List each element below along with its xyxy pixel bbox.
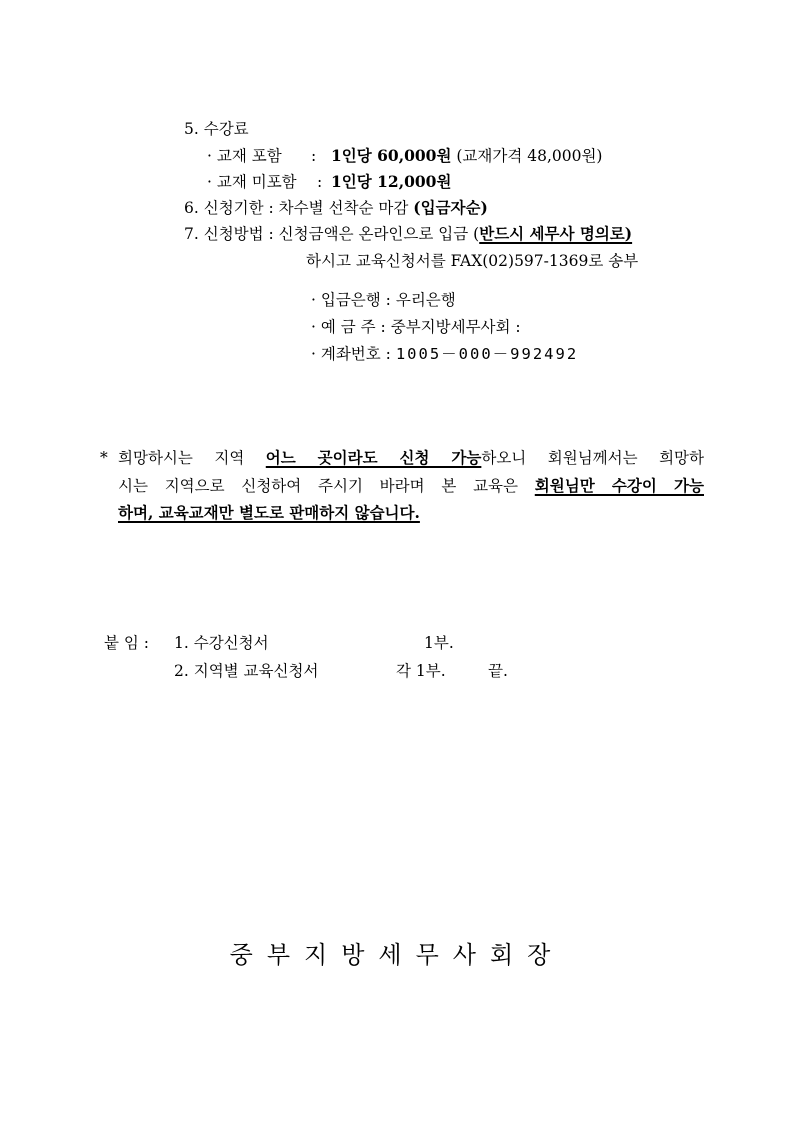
notice-line-1-emphasis: 어느 곳이라도 신청 가능 — [265, 448, 482, 467]
notice-line-1-a: 희망하시는 지역 — [118, 449, 245, 467]
method-line-2: 하시고 교육신청서를 FAX(02)597-1369로 송부 — [306, 252, 639, 270]
deadline-emphasis: (입금자순) — [413, 198, 488, 217]
attachment-item-2: 2. 지역별 교육신청서 — [174, 662, 319, 680]
attachment-item-1-qty: 1부. — [424, 634, 454, 652]
tuition-book-price-note: (교재가격 48,000원) — [456, 147, 603, 165]
tuition-with-book-amount: 1인당 60,000원 — [331, 146, 452, 165]
tuition-with-book-row — [207, 146, 602, 166]
method-open-paren: ( — [473, 225, 480, 243]
notice-line-1 — [118, 448, 704, 468]
attachments-label: 붙 임 : — [104, 634, 150, 652]
tuition-with-book-colon: : — [311, 147, 317, 165]
notice-star: * — [100, 449, 108, 467]
tuition-without-book-row — [207, 172, 451, 192]
bank-row — [311, 290, 456, 310]
account-number-label: · 계좌번호 : — [311, 345, 391, 363]
notice-line-2 — [118, 476, 704, 496]
attachment-item-1: 1. 수강신청서 — [174, 634, 269, 652]
notice-line-2-a: 시는 지역으로 신청하여 주시기 바라며 본 교육은 — [118, 477, 519, 495]
tuition-without-book-amount: 1인당 12,000원 — [331, 172, 452, 191]
tuition-without-book-label: · 교재 미포함 — [207, 173, 297, 191]
account-number-value: 1005－000－992492 — [395, 345, 579, 363]
signature-title: 중부지방세무사회장 — [229, 941, 565, 969]
account-holder-label: · 예 금 주 : — [311, 318, 386, 336]
method-emphasis: 반드시 세무사 명의로) — [479, 224, 633, 243]
notice-line-2-emphasis: 회원님만 수강이 가능 — [534, 476, 704, 495]
tuition-heading: 5. 수강료 — [184, 120, 249, 138]
end-mark: 끝. — [488, 662, 508, 680]
bank-value: 우리은행 — [395, 291, 456, 309]
deadline-label: 6. 신청기한 : 차수별 선착순 마감 — [184, 199, 409, 217]
notice-line-3: 하며, 교육교재만 별도로 판매하지 않습니다. — [118, 503, 420, 522]
method-label: 7. 신청방법 : 신청금액은 온라인으로 입금 — [184, 225, 469, 243]
notice-line-1-c: 하오니 회원님께서는 희망하 — [481, 449, 704, 467]
account-number-row — [311, 344, 578, 364]
account-holder-value: 중부지방세무사회 : — [390, 318, 521, 336]
bank-label: · 입금은행 : — [311, 291, 391, 309]
account-holder-row — [311, 317, 521, 337]
attachment-item-2-qty: 각 1부. — [396, 662, 446, 680]
tuition-with-book-label: · 교재 포함 — [207, 147, 282, 165]
tuition-without-book-colon: : — [317, 173, 323, 191]
deadline-row — [184, 198, 488, 218]
method-row — [184, 224, 632, 244]
